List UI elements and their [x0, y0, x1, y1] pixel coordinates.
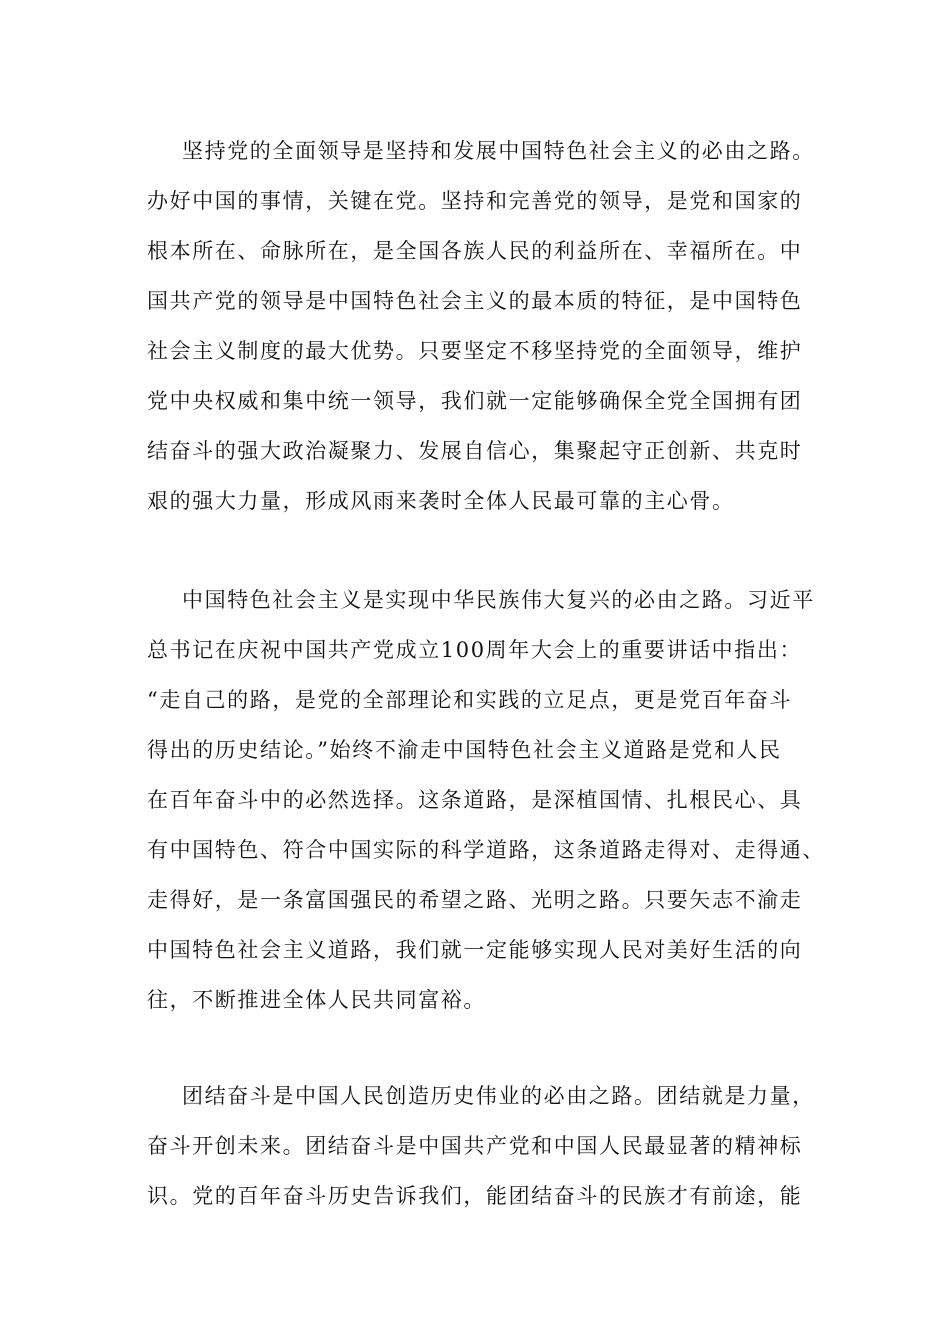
text-line: 有中国特色、符合中国实际的科学道路，这条道路走得对、走得通、	[147, 838, 825, 862]
text-line: 识。党的百年奋斗历史告诉我们，能团结奋斗的民族才有前途，能	[147, 1184, 803, 1208]
text-line: 办好中国的事情，关键在党。坚持和完善党的领导，是党和国家的	[147, 189, 803, 213]
text-line: 走得好，是一条富国强民的希望之路、光明之路。只要矢志不渝走	[147, 888, 803, 912]
text-line: 国共产党的领导是中国特色社会主义的最本质的特征，是中国特色	[147, 289, 803, 313]
text-line: 得出的历史结论。”始终不渝走中国特色社会主义道路是党和人民	[147, 738, 782, 762]
text-line: 往，不断推进全体人民共同富裕。	[147, 988, 486, 1012]
text-line: 中国特色社会主义道路，我们就一定能够实现人民对美好生活的向	[147, 938, 803, 962]
text-line: 艰的强大力量，形成风雨来袭时全体人民最可靠的主心骨。	[147, 489, 735, 513]
text-line: 根本所在、命脉所在，是全国各族人民的利益所在、幸福所在。中	[147, 239, 803, 263]
text-line: 结奋斗的强大政治凝聚力、发展自信心，集聚起守正创新、共克时	[147, 439, 803, 463]
text-line: 社会主义制度的最大优势。只要坚定不移坚持党的全面领导，维护	[147, 339, 803, 363]
text-line: 中国特色社会主义是实现中华民族伟大复兴的必由之路。习近平	[182, 588, 815, 612]
text-line: 奋斗开创未来。团结奋斗是中国共产党和中国人民最显著的精神标	[147, 1134, 803, 1158]
text-line: 总书记在庆祝中国共产党成立100周年大会上的重要讲话中指出：	[147, 638, 803, 662]
paragraph-party-leadership	[147, 126, 827, 526]
text-line: 党中央权威和集中统一领导，我们就一定能够确保全党全国拥有团	[147, 389, 803, 413]
paragraph-socialism-road	[147, 575, 827, 1025]
text-line: 在百年奋斗中的必然选择。这条道路，是深植国情、扎根民心、具	[147, 788, 803, 812]
paragraph-unity-struggle	[147, 1071, 827, 1221]
text-line: 坚持党的全面领导是坚持和发展中国特色社会主义的必由之路。	[182, 139, 815, 163]
text-line: “走自己的路，是党的全部理论和实践的立足点，更是党百年奋斗	[147, 688, 793, 712]
text-line: 团结奋斗是中国人民创造历史伟业的必由之路。团结就是力量，	[182, 1084, 815, 1108]
